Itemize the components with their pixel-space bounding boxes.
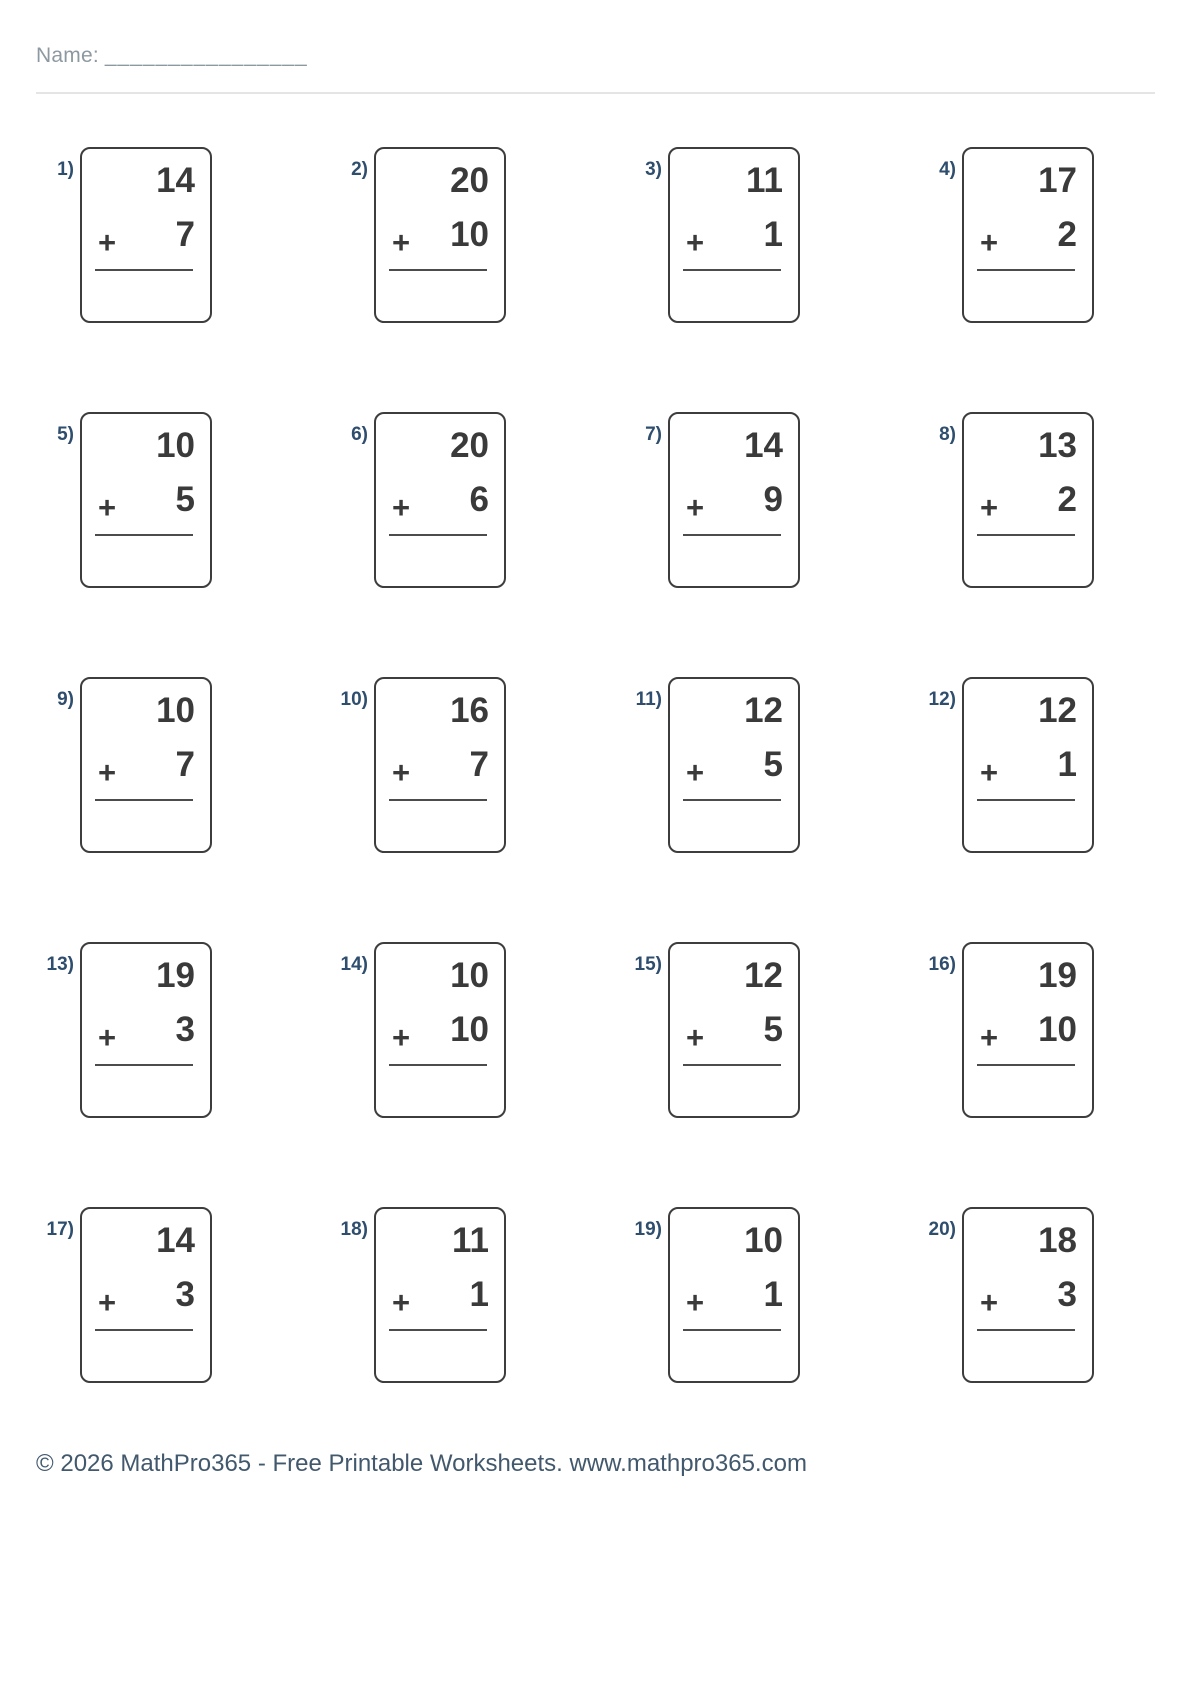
answer-blank-space [683,538,781,580]
bottom-operand: 5 [763,745,783,784]
problem-card [668,412,800,588]
top-operand: 10 [744,1221,783,1260]
top-operand: 11 [746,161,783,200]
answer-blank-space [977,273,1075,315]
problem-card [374,147,506,323]
answer-line [977,1329,1075,1331]
top-operand: 12 [744,956,783,995]
plus-operator: + [98,755,117,790]
plus-operator: + [392,225,411,260]
plus-operator: + [98,225,117,260]
problem-card [374,1207,506,1383]
answer-blank-space [977,803,1075,845]
bottom-operand: 2 [1057,480,1077,519]
bottom-operand: 10 [1038,1010,1077,1049]
answer-line [683,799,781,801]
problem-cell [622,677,800,853]
answer-blank-space [683,1333,781,1375]
problem-number-label: 4) [939,159,956,180]
top-operand: 18 [1038,1221,1077,1260]
top-operand: 10 [450,956,489,995]
answer-blank-space [683,1068,781,1110]
bottom-operand: 1 [1057,745,1077,784]
answer-blank-space [389,803,487,845]
bottom-operand: 5 [175,480,195,519]
problem-card [668,1207,800,1383]
problem-number-label: 5) [57,424,74,445]
problem-card [374,412,506,588]
plus-operator: + [980,755,999,790]
answer-blank-space [683,803,781,845]
problem-card [668,147,800,323]
problem-number-label: 7) [645,424,662,445]
problem-cell [328,412,506,588]
bottom-operand: 9 [763,480,783,519]
problem-cell [328,677,506,853]
answer-blank-space [977,1333,1075,1375]
bottom-operand: 7 [175,215,195,254]
bottom-operand: 10 [450,1010,489,1049]
bottom-operand: 3 [1057,1275,1077,1314]
answer-line [95,1064,193,1066]
answer-line [389,799,487,801]
top-operand: 10 [156,426,195,465]
problem-card [80,147,212,323]
plus-operator: + [98,1020,117,1055]
top-operand: 17 [1038,161,1077,200]
bottom-operand: 2 [1057,215,1077,254]
top-operand: 10 [156,691,195,730]
answer-line [977,1064,1075,1066]
problem-card [962,412,1094,588]
plus-operator: + [686,1020,705,1055]
answer-blank-space [389,1333,487,1375]
problem-number-label: 10) [340,689,368,710]
problem-card [962,1207,1094,1383]
plus-operator: + [98,1285,117,1320]
top-operand: 11 [452,1221,489,1260]
problem-number-label: 3) [645,159,662,180]
problem-number-label: 13) [46,954,74,975]
bottom-operand: 5 [763,1010,783,1049]
problem-cell [328,942,506,1118]
bottom-operand: 10 [450,215,489,254]
answer-blank-space [389,273,487,315]
top-operand: 12 [1038,691,1077,730]
plus-operator: + [686,225,705,260]
problem-number-label: 17) [46,1219,74,1240]
bottom-operand: 3 [175,1275,195,1314]
top-operand: 14 [744,426,783,465]
plus-operator: + [980,490,999,525]
problem-cell [622,412,800,588]
problem-number-label: 1) [57,159,74,180]
problem-card [962,147,1094,323]
top-operand: 14 [156,161,195,200]
problem-number-label: 6) [351,424,368,445]
problem-cell [916,147,1094,323]
problem-card [80,677,212,853]
problem-cell [328,147,506,323]
problem-cell [916,942,1094,1118]
plus-operator: + [392,490,411,525]
problem-number-label: 15) [634,954,662,975]
plus-operator: + [392,1020,411,1055]
top-operand: 20 [450,161,489,200]
answer-blank-space [95,1333,193,1375]
problem-number-label: 9) [57,689,74,710]
top-operand: 14 [156,1221,195,1260]
problem-card [962,677,1094,853]
plus-operator: + [980,1020,999,1055]
problem-cell [328,1207,506,1383]
footer-copyright: © 2026 MathPro365 - Free Printable Worksheets. www.mathpro365.com [36,1450,807,1477]
problem-cell [622,147,800,323]
answer-line [977,799,1075,801]
problem-card [80,1207,212,1383]
problem-number-label: 20) [928,1219,956,1240]
problem-number-label: 14) [340,954,368,975]
problem-card [374,677,506,853]
problem-cell [622,1207,800,1383]
problem-cell [34,942,212,1118]
answer-blank-space [683,273,781,315]
problem-number-label: 12) [928,689,956,710]
answer-line [95,534,193,536]
name-blank-line: ________________ [104,44,308,67]
answer-line [389,269,487,271]
plus-operator: + [392,1285,411,1320]
answer-line [95,1329,193,1331]
bottom-operand: 3 [175,1010,195,1049]
bottom-operand: 1 [763,215,783,254]
problem-number-label: 11) [635,689,662,710]
answer-line [95,269,193,271]
problem-cell [34,147,212,323]
problem-card [80,412,212,588]
answer-line [683,1064,781,1066]
name-label: Name: [36,44,99,67]
plus-operator: + [980,1285,999,1320]
answer-line [95,799,193,801]
problem-cell [34,1207,212,1383]
problem-card [374,942,506,1118]
problem-number-label: 19) [634,1219,662,1240]
answer-line [683,1329,781,1331]
problem-cell [916,677,1094,853]
bottom-operand: 6 [469,480,489,519]
answer-blank-space [389,1068,487,1110]
answer-blank-space [95,273,193,315]
top-operand: 19 [156,956,195,995]
plus-operator: + [686,755,705,790]
problem-number-label: 2) [351,159,368,180]
answer-blank-space [389,538,487,580]
answer-blank-space [95,803,193,845]
problem-cell [916,412,1094,588]
answer-line [977,534,1075,536]
problem-number-label: 8) [939,424,956,445]
answer-line [389,1329,487,1331]
bottom-operand: 7 [469,745,489,784]
bottom-operand: 1 [469,1275,489,1314]
problem-card [80,942,212,1118]
top-operand: 16 [450,691,489,730]
problem-cell [34,412,212,588]
problem-card [962,942,1094,1118]
plus-operator: + [980,225,999,260]
problem-number-label: 18) [340,1219,368,1240]
bottom-operand: 1 [763,1275,783,1314]
problem-cell [34,677,212,853]
top-operand: 19 [1038,956,1077,995]
problem-cell [916,1207,1094,1383]
plus-operator: + [686,1285,705,1320]
answer-line [389,1064,487,1066]
problem-number-label: 16) [928,954,956,975]
bottom-operand: 7 [175,745,195,784]
problem-cell [622,942,800,1118]
top-operand: 20 [450,426,489,465]
plus-operator: + [392,755,411,790]
answer-blank-space [977,1068,1075,1110]
top-operand: 12 [744,691,783,730]
answer-line [683,534,781,536]
problem-card [668,942,800,1118]
plus-operator: + [98,490,117,525]
answer-line [389,534,487,536]
top-operand: 13 [1038,426,1077,465]
answer-blank-space [95,1068,193,1110]
answer-blank-space [95,538,193,580]
problem-card [668,677,800,853]
answer-line [977,269,1075,271]
answer-line [683,269,781,271]
plus-operator: + [686,490,705,525]
answer-blank-space [977,538,1075,580]
